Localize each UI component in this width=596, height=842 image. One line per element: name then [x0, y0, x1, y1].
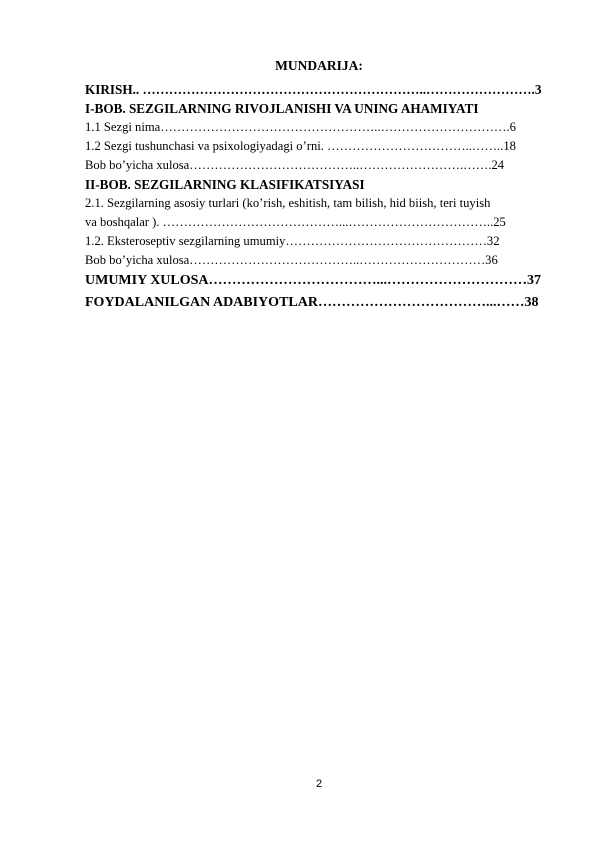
toc-title: MUNDARIJA:	[275, 58, 363, 73]
toc-entry-references	[85, 292, 555, 314]
toc-entry-text: KIRISH.. ………………………………………………………..…………………….3	[85, 82, 542, 97]
toc-entry-text: 1.2 Sezgi tushunchasi va psixologiyadagi o’rni. ……………………………..……..18	[85, 139, 516, 153]
toc-entry-text: 2.1. Sezgilarning asosiy turlari (ko’rish, eshitish, tam bilish, hid biish, teri tuyish	[85, 196, 491, 210]
toc-entry-text: FOYDALANILGAN ADABIYOTLAR………………………………...……38	[85, 295, 539, 310]
toc-entry-text: va boshqalar ). ……………………………………...……………………………..25	[85, 215, 506, 229]
toc-entry-text: I-BOB. SEZGILARNING RIVOJLANISHI VA UNING AHAMIYATI	[85, 101, 479, 116]
toc-entry-chapter-2-summary	[85, 251, 555, 270]
toc-entry-2-1-line-1	[85, 194, 555, 213]
toc-entry-chapter-2	[85, 175, 555, 194]
table-of-contents	[85, 80, 555, 314]
toc-entry-text: 1.1 Sezgi nima……………………………………………..………………………….6	[85, 120, 516, 134]
toc-entry-kirish	[85, 80, 555, 99]
toc-entry-2-1-line-2	[85, 213, 555, 232]
toc-entry-2-2	[85, 232, 555, 251]
toc-entry-text: Bob bo’yicha xulosa…………………………………..…………………….…….24	[85, 158, 505, 172]
toc-entry-text: Bob bo’yicha xulosa…………………………………..…………………………36	[85, 253, 498, 267]
toc-entry-chapter-1-summary	[85, 156, 555, 175]
page-number: 2	[315, 778, 323, 790]
toc-entry-conclusion	[85, 270, 555, 292]
toc-entry-text: 1.2. Eksteroseptiv sezgilarning umumiy…………………………………………32	[85, 234, 500, 248]
toc-entry-1-1	[85, 118, 555, 137]
toc-entry-text: UMUMIY XULOSA………………………………...…………………………37	[85, 273, 542, 288]
toc-entry-text: II-BOB. SEZGILARNING KLASIFIKATSIYASI	[85, 177, 365, 192]
toc-entry-1-2	[85, 137, 555, 156]
toc-entry-chapter-1	[85, 99, 555, 118]
